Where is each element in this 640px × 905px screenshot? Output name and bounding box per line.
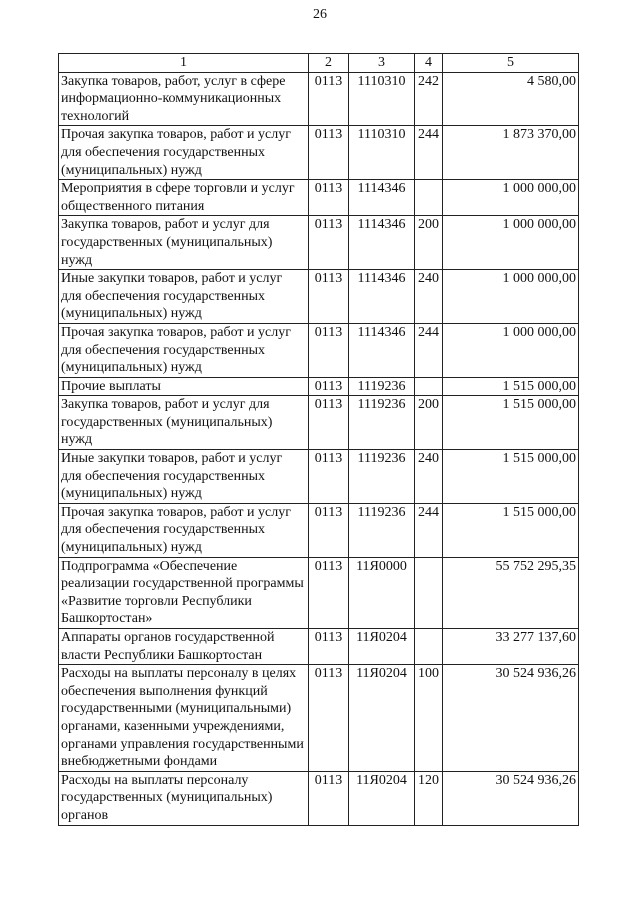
row-target-code: 1114346 [349,180,415,216]
row-amount: 1 000 000,00 [443,216,579,270]
row-amount: 30 524 936,26 [443,665,579,772]
row-section-code: 0113 [309,503,349,557]
row-target-code: 11Я0204 [349,665,415,772]
row-target-code: 1114346 [349,216,415,270]
budget-table [58,53,579,826]
row-expense-type [415,557,443,628]
column-header: 3 [349,54,415,73]
row-target-code: 1119236 [349,450,415,504]
row-expense-type: 120 [415,771,443,825]
row-amount: 1 515 000,00 [443,377,579,396]
row-expense-type: 200 [415,396,443,450]
row-amount: 1 515 000,00 [443,396,579,450]
row-section-code: 0113 [309,450,349,504]
row-name: Прочие выплаты [59,377,309,396]
row-section-code: 0113 [309,180,349,216]
row-name: Закупка товаров, работ, услуг в сфере информационно-коммуникационных технологий [59,72,309,126]
row-target-code: 1119236 [349,503,415,557]
table-row [59,771,579,825]
row-section-code: 0113 [309,396,349,450]
row-name: Прочая закупка товаров, работ и услуг для обеспечения государственных (муниципальных) нужд [59,323,309,377]
row-amount: 1 515 000,00 [443,450,579,504]
row-target-code: 1114346 [349,270,415,324]
table-row [59,72,579,126]
table-row [59,503,579,557]
row-section-code: 0113 [309,216,349,270]
table-row [59,665,579,772]
row-section-code: 0113 [309,126,349,180]
row-name: Мероприятия в сфере торговли и услуг общественного питания [59,180,309,216]
row-name: Прочая закупка товаров, работ и услуг для обеспечения государственных (муниципальных) нужд [59,126,309,180]
row-expense-type: 244 [415,503,443,557]
row-expense-type [415,629,443,665]
page-number: 26 [313,7,327,22]
row-name: Прочая закупка товаров, работ и услуг для обеспечения государственных (муниципальных) нужд [59,503,309,557]
table-header-row [59,54,579,73]
row-section-code: 0113 [309,323,349,377]
table-row [59,323,579,377]
row-amount: 55 752 295,35 [443,557,579,628]
table-row [59,377,579,396]
row-section-code: 0113 [309,72,349,126]
row-section-code: 0113 [309,665,349,772]
row-name: Аппараты органов государственной власти Республики Башкортостан [59,629,309,665]
row-amount: 1 000 000,00 [443,180,579,216]
row-name: Расходы на выплаты персоналу государственных (муниципальных) органов [59,771,309,825]
row-target-code: 1110310 [349,72,415,126]
column-header: 2 [309,54,349,73]
row-expense-type: 200 [415,216,443,270]
row-name: Иные закупки товаров, работ и услуг для обеспечения государственных (муниципальных) нужд [59,450,309,504]
column-header: 4 [415,54,443,73]
table-row [59,270,579,324]
row-expense-type: 100 [415,665,443,772]
row-target-code: 1119236 [349,377,415,396]
row-amount: 1 515 000,00 [443,503,579,557]
row-expense-type: 240 [415,270,443,324]
table-row [59,216,579,270]
row-amount: 30 524 936,26 [443,771,579,825]
row-target-code: 11Я0204 [349,771,415,825]
row-name: Иные закупки товаров, работ и услуг для обеспечения государственных (муниципальных) нужд [59,270,309,324]
row-amount: 4 580,00 [443,72,579,126]
row-expense-type [415,180,443,216]
row-target-code: 1110310 [349,126,415,180]
row-amount: 1 873 370,00 [443,126,579,180]
row-expense-type [415,377,443,396]
table-row [59,126,579,180]
row-expense-type: 240 [415,450,443,504]
row-name: Подпрограмма «Обеспечение реализации государственной программы «Развитие торговли Республики Башкортостан» [59,557,309,628]
row-expense-type: 244 [415,323,443,377]
row-amount: 1 000 000,00 [443,323,579,377]
table-row [59,396,579,450]
row-amount: 1 000 000,00 [443,270,579,324]
row-name: Закупка товаров, работ и услуг для государственных (муниципальных) нужд [59,216,309,270]
row-target-code: 11Я0000 [349,557,415,628]
row-section-code: 0113 [309,557,349,628]
column-header: 1 [59,54,309,73]
row-target-code: 1114346 [349,323,415,377]
row-target-code: 1119236 [349,396,415,450]
row-section-code: 0113 [309,270,349,324]
row-expense-type: 242 [415,72,443,126]
table-row [59,557,579,628]
row-section-code: 0113 [309,377,349,396]
row-target-code: 11Я0204 [349,629,415,665]
row-name: Расходы на выплаты персоналу в целях обеспечения выполнения функций государственными (муниципальными) органами, казенными учреждениями, органами управления государственными внебюджетными фондами [59,665,309,772]
row-name: Закупка товаров, работ и услуг для государственных (муниципальных) нужд [59,396,309,450]
row-section-code: 0113 [309,771,349,825]
table-row [59,180,579,216]
row-amount: 33 277 137,60 [443,629,579,665]
table-row [59,450,579,504]
row-expense-type: 244 [415,126,443,180]
row-section-code: 0113 [309,629,349,665]
column-header: 5 [443,54,579,73]
table-row [59,629,579,665]
